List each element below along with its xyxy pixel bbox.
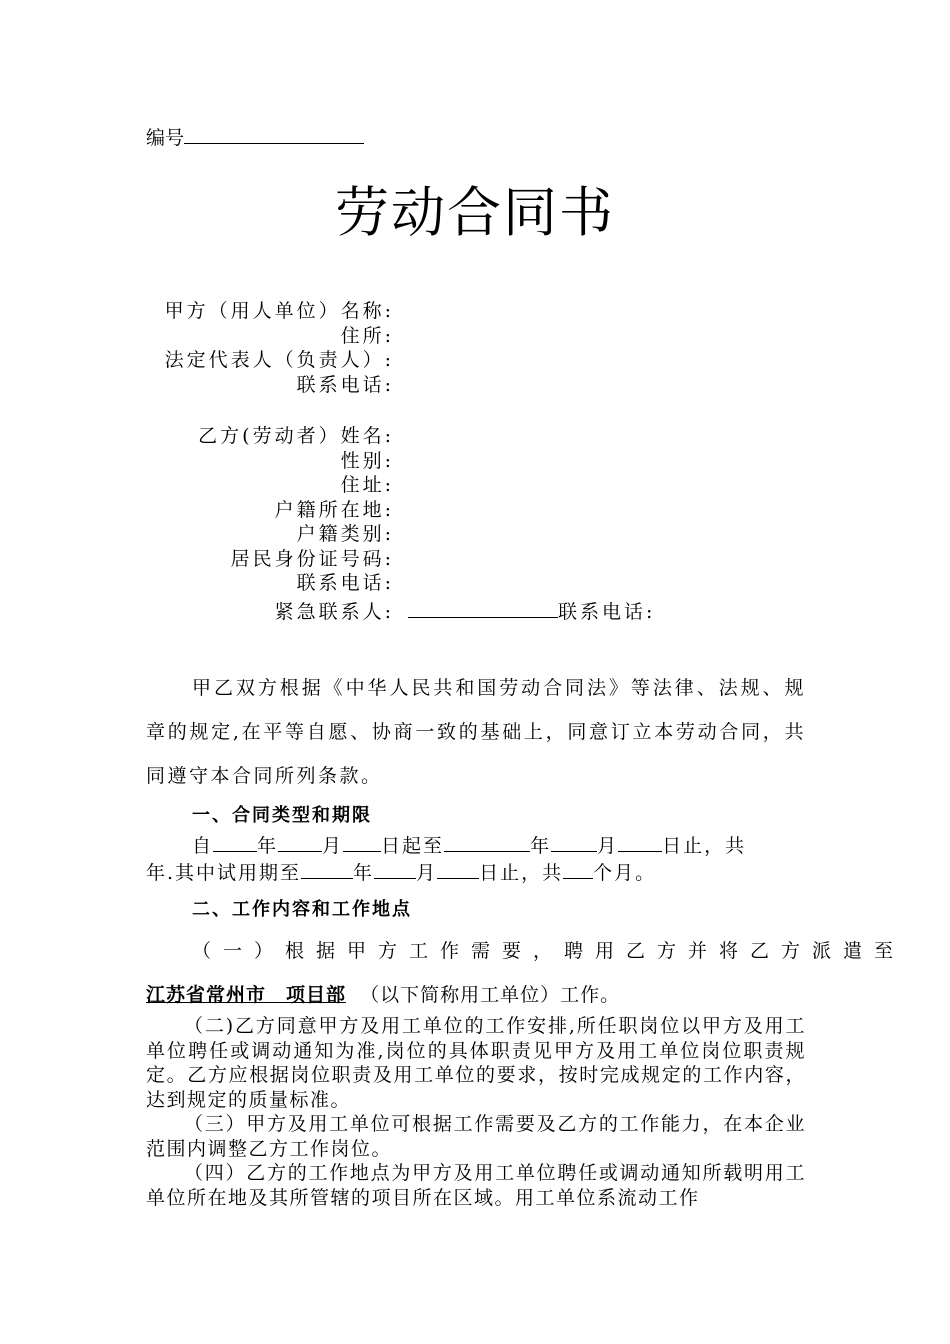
section-1-heading: 一、合同类型和期限 bbox=[192, 805, 372, 826]
serial-number-line bbox=[146, 124, 364, 152]
party-b-hukou-place-label: 户籍所在地: bbox=[274, 498, 394, 521]
section-2-clause-4: （四）乙方的工作地点为甲方及用工单位聘任或调动通知所载明用工单位所在地及其所管辖的项目所在区域。用工单位系流动工作 bbox=[146, 1162, 806, 1209]
intro-paragraph: 甲乙双方根据《中华人民共和国劳动合同法》等法律、法规、规章的规定,在平等自愿、协商一致的基础上，同意订立本劳动合同，共同遵守本合同所列条款。 bbox=[146, 677, 806, 787]
term-line-2: 年.其中试用期至 年 月 日止，共 个月。 bbox=[146, 859, 806, 886]
party-a-legal-rep-label: 法定代表人（负责人）: bbox=[164, 349, 394, 371]
party-b-gender-label: 性别: bbox=[340, 449, 394, 472]
party-b-id-label: 居民身份证号码: bbox=[230, 547, 394, 570]
section-2-heading: 二、工作内容和工作地点 bbox=[192, 899, 412, 920]
emergency-contact-blank bbox=[408, 598, 558, 618]
party-b-block bbox=[146, 424, 394, 596]
serial-blank bbox=[184, 124, 364, 144]
document-title: 劳动合同书 bbox=[335, 181, 615, 244]
party-a-name-label: 甲方（用人单位）名称: bbox=[164, 300, 394, 322]
party-b-address-label: 住址: bbox=[340, 474, 394, 496]
party-b-phone-label: 联系电话: bbox=[296, 572, 394, 594]
emergency-contact-line bbox=[146, 598, 746, 625]
party-a-address-label: 住所: bbox=[340, 324, 394, 347]
party-b-hukou-type-label: 户籍类别: bbox=[296, 523, 394, 545]
contract-term-clause bbox=[146, 832, 806, 885]
party-a-block bbox=[146, 299, 394, 397]
party-a-phone-label: 联系电话: bbox=[296, 373, 394, 396]
emergency-phone-label: 联系电话: bbox=[558, 601, 656, 623]
party-b-name-label: 乙方(劳动者）姓名: bbox=[198, 425, 394, 447]
term-line-1: 自 年 月 日起至 年 月 日止，共 bbox=[146, 832, 806, 859]
section-2-clause-2: （二)乙方同意甲方及用工单位的工作安排,所任职岗位以甲方及用工单位聘任或调动通知为准,岗位的具体职责见甲方及用工单位岗位职责规定。乙方应根据岗位职责及用工单位的要求，按时完成规定的工作内容，达到规定的质量标准。 bbox=[146, 1015, 806, 1111]
emergency-contact-label: 紧急联系人: bbox=[274, 601, 394, 623]
section-2-clause-1: （一）根据甲方工作需要，聘用乙方并将乙方派遣至 bbox=[192, 940, 906, 962]
work-location-line bbox=[146, 982, 620, 1008]
work-location-suffix: （以下简称用工单位）工作。 bbox=[360, 984, 621, 1006]
section-2-clause-3: （三）甲方及用工单位可根据工作需要及乙方的工作能力，在本企业范围内调整乙方工作岗位。 bbox=[146, 1113, 806, 1160]
work-location-value: 江苏省常州市 项目部 bbox=[146, 984, 347, 1006]
serial-label: 编号 bbox=[146, 127, 185, 149]
